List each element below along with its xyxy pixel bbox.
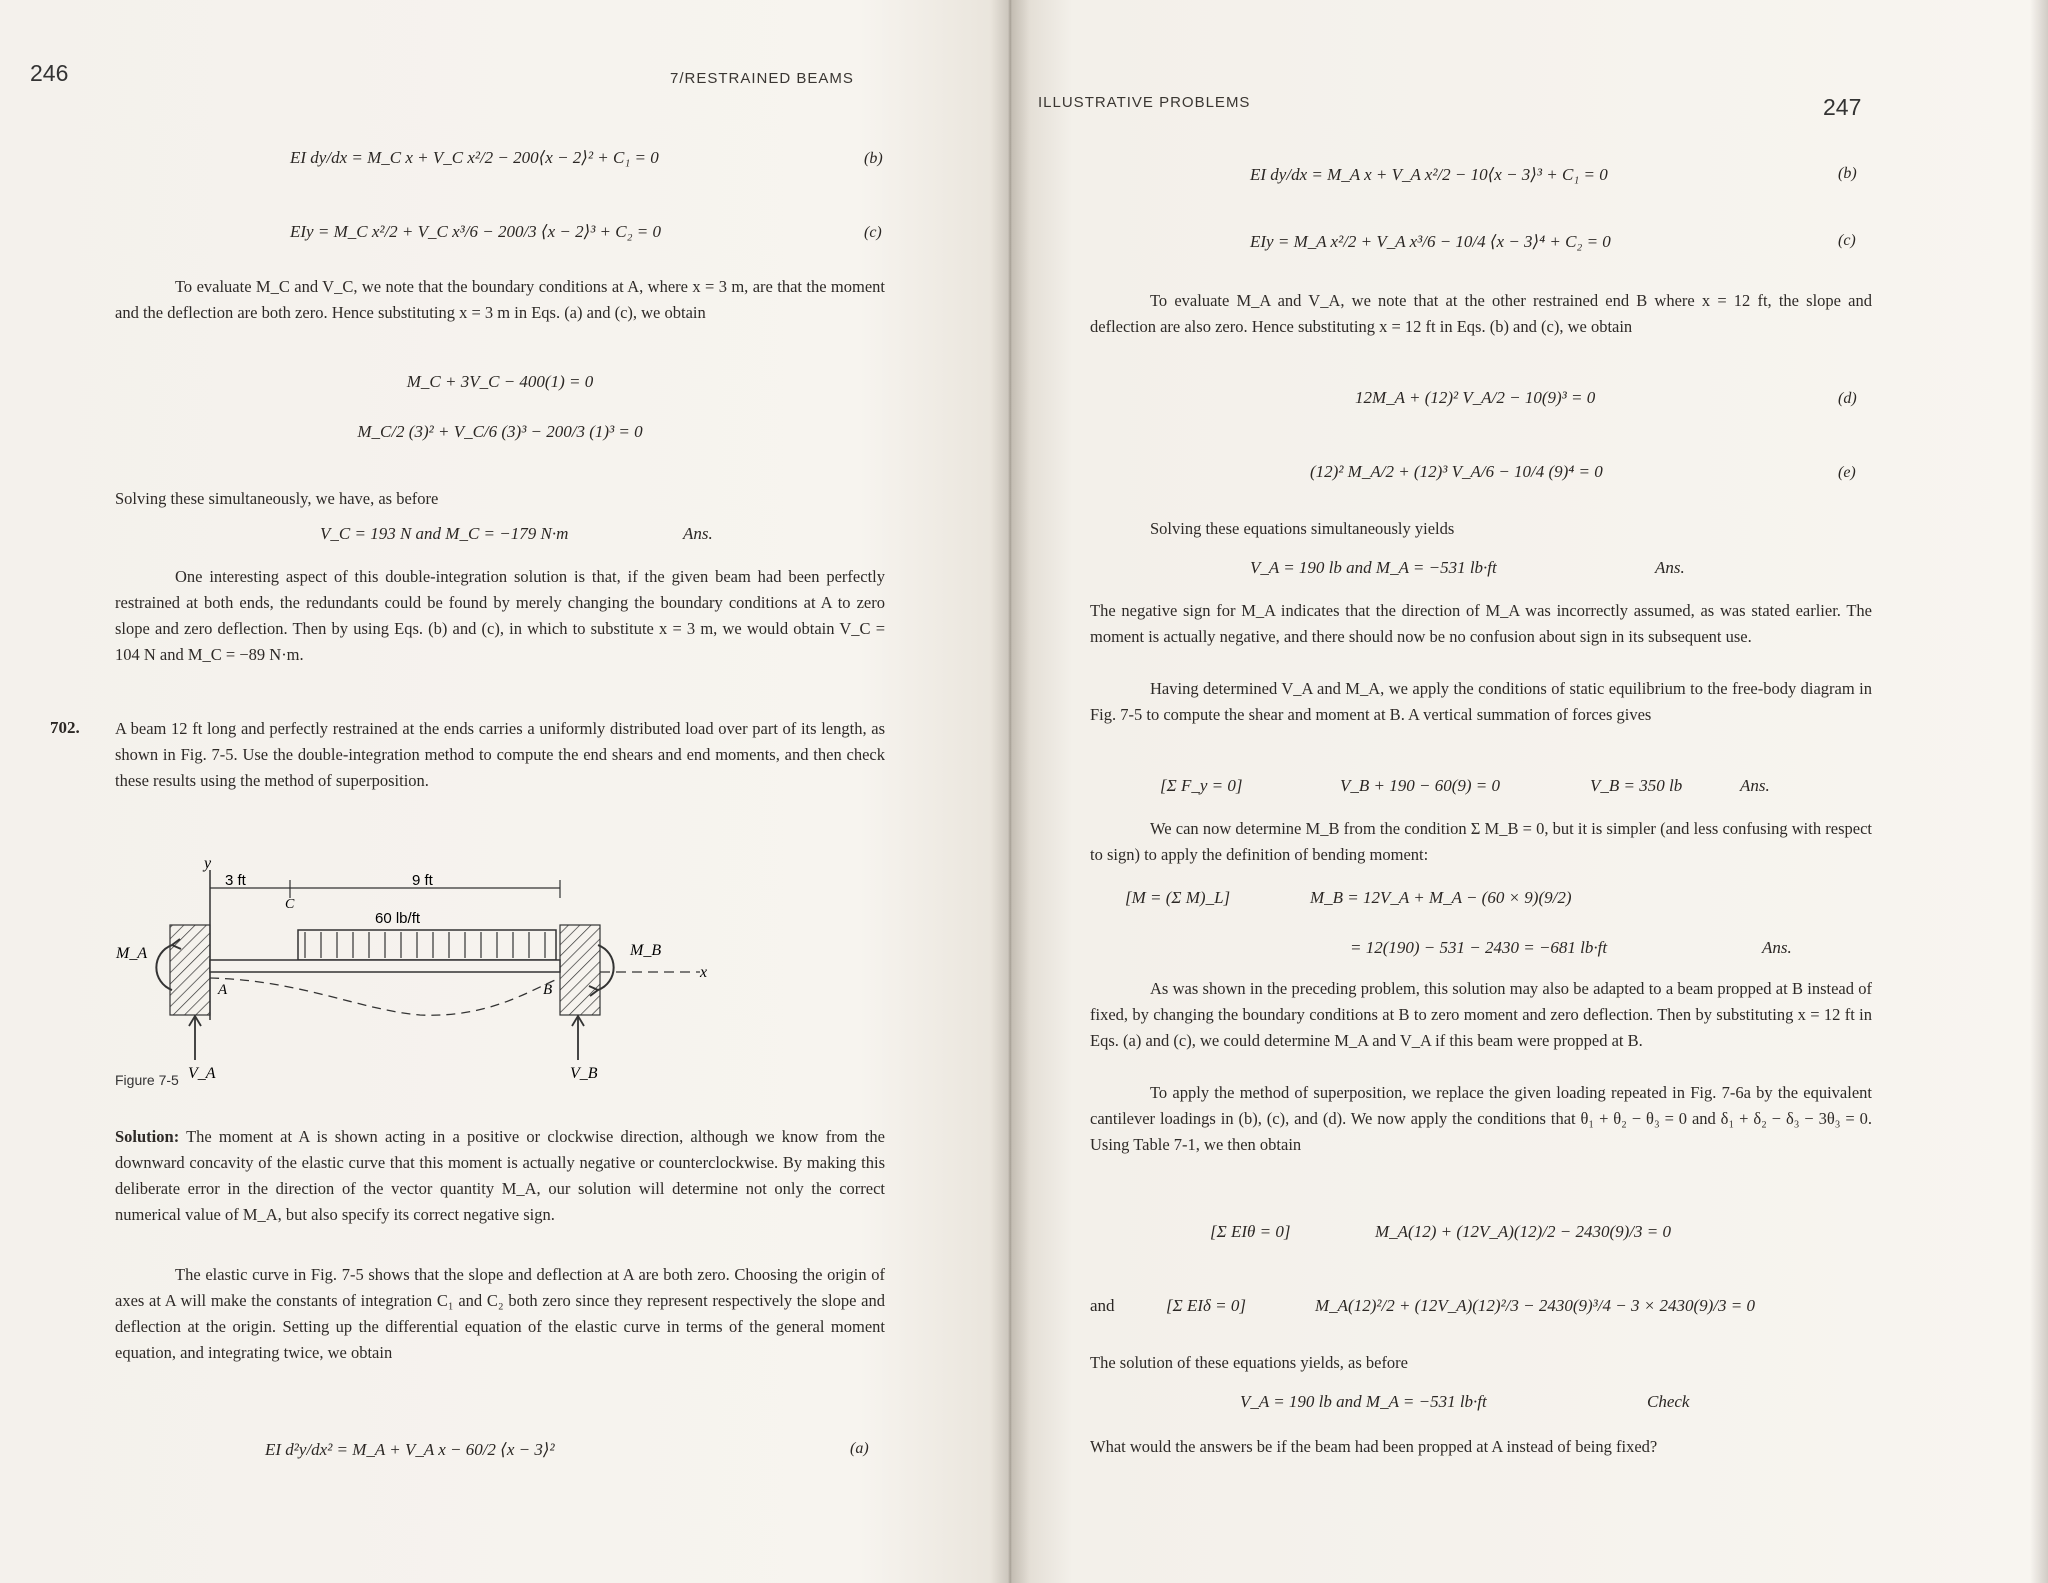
paragraph-solution-yields: The solution of these equations yields, as before (1090, 1353, 1409, 1372)
paragraph-interesting-aspect: One interesting aspect of this double-integration solution is that, if the given beam had been perfectly restrained at both ends, the redundants could be found by merely changing the boundary conditions at A to zero slope and zero deflection. Then by using Eqs. (b) and (c), in which to substitute x = 3 m, we would obtain V_C = 104 N and M_C = −89 N·m. (115, 567, 885, 664)
wall-right (560, 925, 600, 1015)
result-vb: V_B = 350 lb (1590, 776, 1683, 795)
label-mb: M_B (630, 942, 662, 959)
condition-sum-delta: [Σ EIδ = 0] (1166, 1296, 1247, 1315)
wall-left (170, 925, 210, 1015)
label-b: B (543, 982, 553, 998)
label-x: x (700, 964, 708, 981)
problem-number: 702. (50, 718, 80, 737)
equation-b-left-tag: (b) (864, 150, 883, 167)
label-y: y (204, 855, 212, 872)
label-ma: M_A (116, 945, 148, 962)
answer-label: Ans. (683, 524, 713, 543)
equation-mc-2: M_C/2 (3)² + V_C/6 (3)³ − 200/3 (1)³ = 0 (357, 422, 643, 441)
equation-a-left: EI d²y/dx² = M_A + V_A x − 60/2 ⟨x − 3⟩² (265, 1440, 555, 1459)
right-page (1010, 0, 2048, 1583)
book-gutter (990, 0, 1030, 1583)
label-9ft: 9 ft (412, 872, 433, 889)
answer-label-vb: Ans. (1740, 776, 1770, 795)
equation-c-left: EIy = M_C x²/2 + V_C x³/6 − 200/3 ⟨x − 2⟩³ + C₂ = 0 (290, 222, 662, 241)
figure-7-5 (100, 850, 740, 1080)
label-va: V_A (188, 1065, 216, 1080)
load-arrows (305, 932, 545, 958)
left-page (0, 0, 1010, 1583)
equation-sum-theta: M_A(12) + (12V_A)(12)/2 − 2430(9)/3 = 0 (1375, 1222, 1671, 1241)
running-head-right: ILLUSTRATIVE PROBLEMS (1038, 94, 1251, 111)
condition-sum-theta: [Σ EIθ = 0] (1210, 1222, 1291, 1241)
equation-mb-line1: M_B = 12V_A + M_A − (60 × 9)(9/2) (1310, 888, 1572, 907)
running-head-left: 7/RESTRAINED BEAMS (670, 70, 854, 87)
paragraph-negative-sign: The negative sign for M_A indicates that the direction of M_A was incorrectly assumed, as was stated earlier. The moment is actually negative, and there should now be no confusion about sign in its subsequent use. (1090, 601, 1872, 646)
equation-sum-fy: V_B + 190 − 60(9) = 0 (1340, 776, 1501, 795)
result-vc-mc: V_C = 193 N and M_C = −179 N·m (320, 524, 569, 543)
paragraph-question: What would the answers be if the beam had been propped at A instead of being fixed? (1090, 1437, 1658, 1456)
paragraph-elastic-curve: The elastic curve in Fig. 7-5 shows that the slope and deflection at A are both zero. Choosing the origin of axes at A will make the constants of integration C₁ and C₂ both zero since they represent respectively the slope and deflection at the origin. Setting up the differential equation of the elastic curve in terms of the general moment equation, and integrating twice, we obtain (115, 1265, 885, 1362)
and-label: and (1090, 1296, 1115, 1315)
paragraph-evaluate-ma: To evaluate M_A and V_A, we note that at the other restrained end B where x = 12 ft, the slope and deflection are also zero. Hence substituting x = 12 ft in Eqs. (b) and (c), we obtain (1090, 291, 1872, 336)
equation-b-left: EI dy/dx = M_C x + V_C x²/2 − 200⟨x − 2⟩² + C₁ = 0 (290, 148, 659, 167)
solution-text: The moment at A is shown acting in a positive or clockwise direction, although we know from the downward concavity of the elastic curve that this moment is actually negative or counterclockwise. By making this deliberate error in the direction of the vector quantity M_A, our solution will determine not only the correct numerical value of M_A, but also specify its correct negative sign. (115, 1127, 886, 1224)
elastic-curve (210, 978, 560, 1015)
equation-c-right-tag: (c) (1838, 232, 1856, 249)
label-3ft: 3 ft (225, 872, 246, 889)
paragraph-boundary-conditions: To evaluate M_C and V_C, we note that the boundary conditions at A, where x = 3 m, are that the moment and the deflection are both zero. Hence substituting x = 3 m in Eqs. (a) and (c), we obtain (115, 277, 885, 322)
equation-a-left-tag: (a) (850, 1440, 869, 1457)
answer-label-mb: Ans. (1762, 938, 1792, 957)
equation-d: 12M_A + (12)² V_A/2 − 10(9)³ = 0 (1355, 388, 1596, 407)
page-number-left: 246 (30, 60, 69, 86)
equation-b-right: EI dy/dx = M_A x + V_A x²/2 − 10⟨x − 3⟩³ + C₁ = 0 (1250, 165, 1608, 184)
condition-bending-moment: [M = (Σ M)_L] (1125, 888, 1231, 907)
equation-c-left-tag: (c) (864, 224, 882, 241)
paragraph-propped: As was shown in the preceding problem, this solution may also be adapted to a beam propped at B instead of fixed, by changing the boundary conditions at B to zero moment and zero deflection. Then by substituting x = 12 ft in Eqs. (a) and (c), we could determine M_A and V_A if this beam were propped at B. (1090, 979, 1872, 1050)
paragraph-solving-right: Solving these equations simultaneously yields (1150, 519, 1455, 538)
paragraph-determine-mb: We can now determine M_B from the condition Σ M_B = 0, but it is simpler (and less confusing with respect to sign) to apply the definition of bending moment: (1090, 819, 1872, 864)
equation-e-tag: (e) (1838, 464, 1856, 481)
paragraph-solving: Solving these simultaneously, we have, as before (115, 489, 439, 508)
check-label: Check (1647, 1392, 1690, 1411)
equation-mb-line2: = 12(190) − 531 − 2430 = −681 lb·ft (1350, 938, 1608, 957)
equation-e: (12)² M_A/2 + (12)³ V_A/6 − 10/4 (9)⁴ = 0 (1310, 462, 1603, 481)
page-edge-shadow (2030, 0, 2048, 1583)
answer-label-right: Ans. (1655, 558, 1685, 577)
equation-mc-1: M_C + 3V_C − 400(1) = 0 (406, 372, 594, 391)
paragraph-static-equilibrium: Having determined V_A and M_A, we apply the conditions of static equilibrium to the free-body diagram in Fig. 7-5 to compute the shear and moment at B. A vertical summation of forces gives (1090, 679, 1872, 724)
solution-paragraph (115, 1124, 885, 1228)
label-vb: V_B (570, 1065, 598, 1080)
equation-b-right-tag: (b) (1838, 165, 1857, 182)
figure-caption: Figure 7-5 (115, 1072, 179, 1088)
equation-d-tag: (d) (1838, 390, 1857, 407)
result-check: V_A = 190 lb and M_A = −531 lb·ft (1240, 1392, 1487, 1411)
equation-c-right: EIy = M_A x²/2 + V_A x³/6 − 10/4 ⟨x − 3⟩⁴ + C₂ = 0 (1250, 232, 1611, 251)
label-a: A (218, 982, 228, 998)
paragraph-superposition: To apply the method of superposition, we replace the given loading repeated in Fig. 7-6a by the equivalent cantilever loadings in (b), (c), and (d). We now apply the conditions that θ₁ + θ₂ − θ₃ = 0 and δ₁ + δ₂ − δ₃ − 3θ₃ = 0. Using Table 7-1, we then obtain (1090, 1083, 1872, 1154)
label-load: 60 lb/ft (375, 910, 421, 927)
equation-sum-delta: M_A(12)²/2 + (12V_A)(12)²/3 − 2430(9)³/4 − 3 × 2430(9)/3 = 0 (1315, 1296, 1755, 1315)
condition-sum-fy: [Σ F_y = 0] (1160, 776, 1243, 795)
beam (210, 960, 560, 972)
result-va-ma: V_A = 190 lb and M_A = −531 lb·ft (1250, 558, 1497, 577)
label-c: C (285, 897, 295, 912)
solution-label: Solution: (115, 1127, 180, 1146)
page-number-right: 247 (1823, 94, 1862, 120)
problem-statement: A beam 12 ft long and perfectly restrained at the ends carries a uniformly distributed load over part of its length, as shown in Fig. 7-5. Use the double-integration method to compute the end shears and end moments, and then check these results using the method of superposition. (115, 719, 885, 790)
